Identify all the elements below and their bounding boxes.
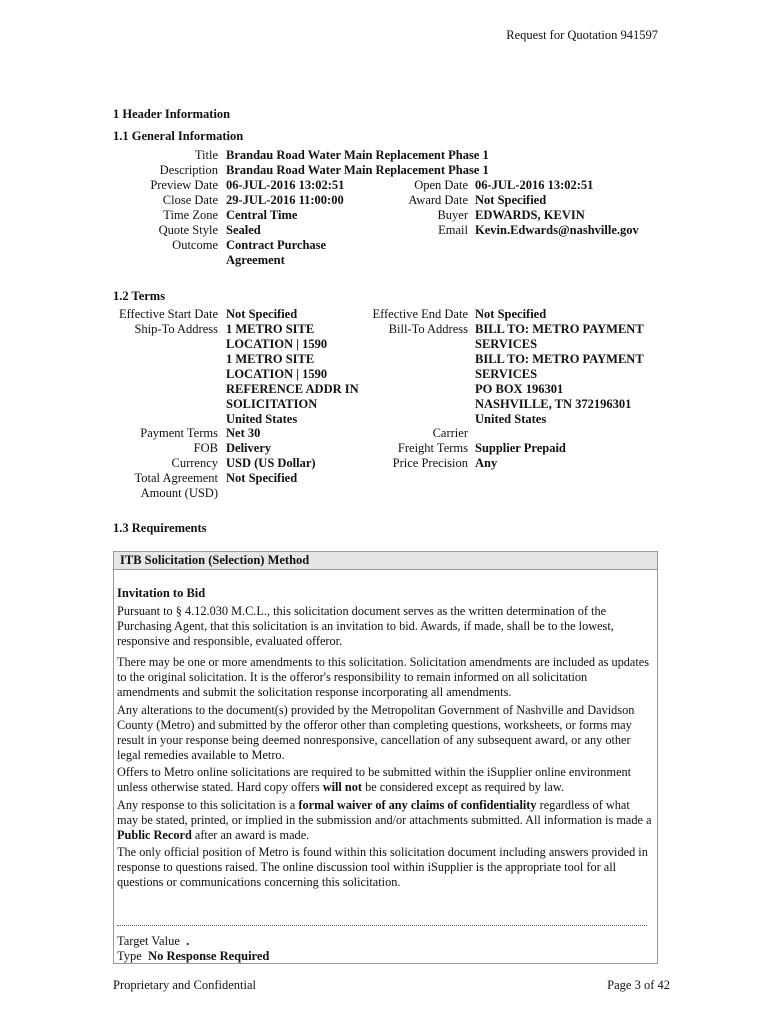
total-agreement-value: Not Specified xyxy=(226,471,298,485)
bill-to-line: United States xyxy=(475,412,547,426)
requirement-paragraph: Pursuant to § 4.12.030 M.C.L., this solicitation document serves as the written determination of the Purchasing Agent, that this solicitation is an invitation to bid. Awards, if made, shall be to the lowest, responsive and responsible, evaluated offeror. xyxy=(117,604,614,648)
freight-terms-value: Supplier Prepaid xyxy=(475,441,566,455)
currency-value: USD (US Dollar) xyxy=(226,456,316,470)
close-date-value: 29-JUL-2016 11:00:00 xyxy=(226,193,344,207)
section-heading-general-information: 1.1 General Information xyxy=(113,129,244,143)
bill-to-address-label: Bill-To Address xyxy=(388,322,468,336)
ship-to-address-label: Ship-To Address xyxy=(134,322,218,336)
payment-terms-label: Payment Terms xyxy=(140,426,218,440)
target-value-row xyxy=(117,934,189,949)
ship-to-line: 1 METRO SITE xyxy=(226,322,315,336)
award-date-label: Award Date xyxy=(408,193,468,207)
effective-end-date-label: Effective End Date xyxy=(372,307,468,321)
quote-style-value: Sealed xyxy=(226,223,261,237)
preview-date-label: Preview Date xyxy=(150,178,218,192)
bill-to-line: SERVICES xyxy=(475,337,538,351)
dotted-divider xyxy=(117,925,647,926)
description-label: Description xyxy=(159,163,218,177)
outcome-label: Outcome xyxy=(172,238,218,252)
bill-to-line: SERVICES xyxy=(475,367,538,381)
requirement-paragraph: Any response to this solicitation is a formal waiver of any claims of confidentiality regardless of what may be stated, printed, or implied in the submission and/or attachments submitted. All information is made a Public Record after an award is made. xyxy=(117,798,652,842)
currency-label: Currency xyxy=(171,456,218,470)
ship-to-line: LOCATION | 1590 xyxy=(226,337,328,351)
ship-to-line: 1 METRO SITE xyxy=(226,352,315,366)
email-value: Kevin.Edwards@nashville.gov xyxy=(475,223,639,237)
email-label: Email xyxy=(438,223,468,237)
footer-left: Proprietary and Confidential xyxy=(113,978,257,992)
payment-terms-value: Net 30 xyxy=(226,426,261,440)
bill-to-line: NASHVILLE, TN 372196301 xyxy=(475,397,632,411)
type-value: No Response Required xyxy=(148,949,270,963)
title-label: Title xyxy=(194,148,218,162)
total-agreement-label-line2: Amount (USD) xyxy=(140,486,218,500)
freight-terms-label: Freight Terms xyxy=(397,441,468,455)
requirement-paragraph: There may be one or more amendments to this solicitation. Solicitation amendments are included as updates to the original solicitation. It is the offeror's responsibility to remain informed on all solicitation amendments and submit the solicitation response incorporating all amendments. xyxy=(117,655,650,699)
award-date-value: Not Specified xyxy=(475,193,547,207)
buyer-label: Buyer xyxy=(437,208,468,222)
requirements-box-header xyxy=(114,552,657,570)
time-zone-value: Central Time xyxy=(226,208,298,222)
bill-to-line: BILL TO: METRO PAYMENT xyxy=(475,322,644,336)
time-zone-label: Time Zone xyxy=(163,208,218,222)
page-header: Request for Quotation 941597 xyxy=(506,28,658,42)
bill-to-line: PO BOX 196301 xyxy=(475,382,564,396)
ship-to-line: United States xyxy=(226,412,298,426)
section-heading-terms: 1.2 Terms xyxy=(113,289,166,303)
open-date-value: 06-JUL-2016 13:02:51 xyxy=(475,178,594,192)
total-agreement-label: Total Agreement xyxy=(134,471,218,485)
effective-end-date-value: Not Specified xyxy=(475,307,547,321)
type-label: Type xyxy=(117,949,142,963)
carrier-label: Carrier xyxy=(432,426,468,440)
effective-start-date-value: Not Specified xyxy=(226,307,298,321)
target-value-value: . xyxy=(186,934,190,948)
description-value: Brandau Road Water Main Replacement Phase 1 xyxy=(226,163,489,177)
requirement-paragraph: Any alterations to the document(s) provided by the Metropolitan Government of Nashville and Davidson County (Metro) and submitted by the offeror other than completing questions, worksheets, or forms may result in your response being deemed nonresponsive, cancellation of any subsequent award, or any other legal remedies available to Metro. xyxy=(117,703,635,762)
type-row xyxy=(117,949,269,964)
section-heading-header-information: 1 Header Information xyxy=(113,107,231,121)
effective-start-date-label: Effective Start Date xyxy=(118,307,218,321)
requirement-paragraph: Offers to Metro online solicitations are required to be submitted within the iSupplier online environment unless otherwise stated. Hard copy offers will not be considered except as required by law. xyxy=(117,765,632,794)
buyer-value: EDWARDS, KEVIN xyxy=(475,208,585,222)
outcome-value-line2: Agreement xyxy=(226,253,285,267)
price-precision-value: Any xyxy=(475,456,498,470)
quote-style-label: Quote Style xyxy=(158,223,218,237)
requirement-subheading: Invitation to Bid xyxy=(117,586,206,600)
preview-date-value: 06-JUL-2016 13:02:51 xyxy=(226,178,345,192)
fob-value: Delivery xyxy=(226,441,272,455)
ship-to-line: REFERENCE ADDR IN xyxy=(226,382,359,396)
ship-to-line: LOCATION | 1590 xyxy=(226,367,328,381)
price-precision-label: Price Precision xyxy=(392,456,468,470)
close-date-label: Close Date xyxy=(162,193,218,207)
requirement-paragraph: The only official position of Metro is found within this solicitation document including answers provided in response to questions raised. The online discussion tool within iSupplier is the appropriate tool for all questions or communications concerning this solicitation. xyxy=(117,845,648,889)
outcome-value-line1: Contract Purchase xyxy=(226,238,327,252)
ship-to-line: SOLICITATION xyxy=(226,397,318,411)
bill-to-line: BILL TO: METRO PAYMENT xyxy=(475,352,644,366)
open-date-label: Open Date xyxy=(414,178,468,192)
title-value: Brandau Road Water Main Replacement Phase 1 xyxy=(226,148,489,162)
section-heading-requirements: 1.3 Requirements xyxy=(113,521,207,535)
requirements-box-title: ITB Solicitation (Selection) Method xyxy=(120,553,310,567)
page-number: Page 3 of 42 xyxy=(607,978,670,992)
fob-label: FOB xyxy=(193,441,218,455)
target-value-label: Target Value xyxy=(117,934,180,948)
